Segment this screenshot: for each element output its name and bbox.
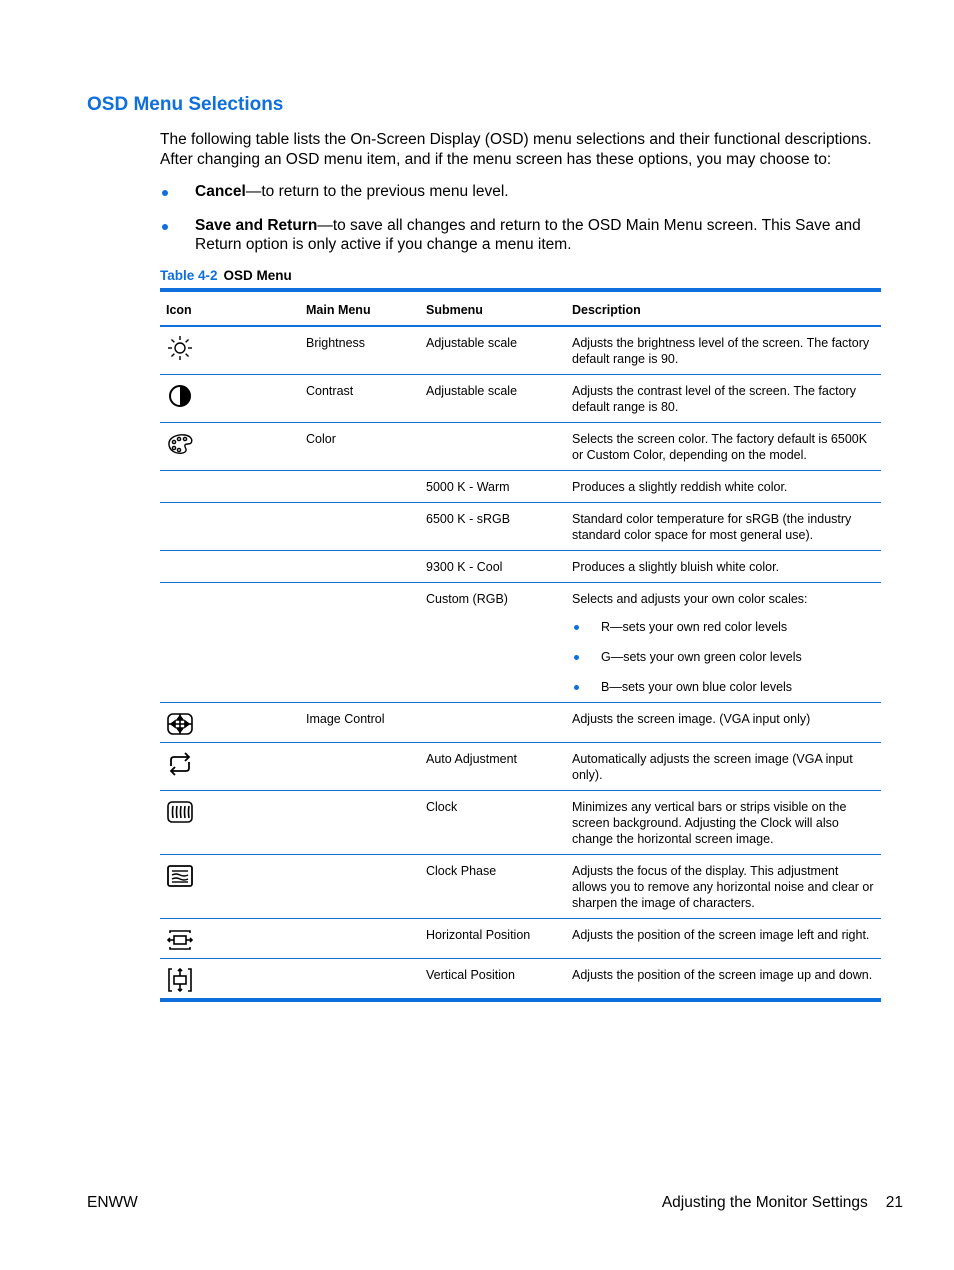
description-cell: Produces a slightly reddish white color. [566,471,881,503]
option-text: —to save all changes and return to the OSD Main Menu screen. This Save and Return option is only active if you change a menu item. [195,216,861,253]
brightness-icon [166,334,194,362]
description-cell: Minimizes any vertical bars or strips visible on the screen background. Adjusting the Clock will also change the horizontal screen image. [566,791,881,855]
description-text: Selects and adjusts your own color scales: [572,592,808,606]
description-cell: Adjusts the position of the screen image left and right. [566,919,881,959]
table-header-row [160,292,881,326]
list-item: G—sets your own green color levels [572,649,875,665]
submenu-cell: Custom (RGB) [420,583,566,703]
submenu-cell: Adjustable scale [420,375,566,423]
table-row [160,326,881,375]
table-row [160,583,881,703]
main-menu-cell: Color [300,423,420,471]
header-description: Description [566,292,881,326]
contrast-icon [166,382,194,410]
submenu-cell: Vertical Position [426,968,515,982]
main-menu-cell [300,791,420,855]
main-menu-cell: Image Control [300,703,420,743]
auto-adjustment-icon [166,750,194,778]
description-cell: Adjusts the screen image. (VGA input only) [566,703,881,743]
submenu-cell: Clock [420,791,566,855]
description-cell: Standard color temperature for sRGB (the industry standard color space for most general use). [566,503,881,551]
list-item: R—sets your own red color levels [572,619,875,635]
main-menu-cell [300,743,420,791]
main-menu-cell [300,959,420,999]
bullet-icon [162,190,168,196]
submenu-cell [420,423,566,471]
osd-menu-table [160,288,881,1002]
clock-icon [166,798,194,826]
table-title: OSD Menu [223,268,292,283]
description-cell: Selects the screen color. The factory default is 6500K or Custom Color, depending on the model. [566,423,881,471]
horizontal-position-icon [166,926,194,954]
table-number: Table 4-2 [160,268,218,283]
main-menu-cell [300,503,420,551]
submenu-cell [420,703,566,743]
option-term: Cancel [195,183,246,200]
list-item: B—sets your own blue color levels [572,679,875,695]
submenu-cell: Horizontal Position [420,919,566,959]
table-row [160,919,881,959]
table-row [160,375,881,423]
table-row [160,551,881,583]
table-row [160,743,881,791]
submenu-cell: 5000 K - Warm [420,471,566,503]
table-row [160,503,881,551]
image-control-icon [166,710,194,738]
main-menu-cell [300,551,420,583]
main-menu-cell: Brightness [300,326,420,375]
footer-doc-code: ENWW [87,1194,138,1211]
bullet-icon [574,655,579,660]
intro-paragraph: The following table lists the On-Screen Display (OSD) menu selections and their functional descriptions. After changing an OSD menu item, and if the menu screen has these options, you may choose to: [160,131,872,168]
submenu-cell: Auto Adjustment [420,743,566,791]
table-row [160,791,881,855]
description-cell: Produces a slightly bluish white color. [566,551,881,583]
description-cell: Adjusts the brightness level of the screen. The factory default range is 90. [566,326,881,375]
description-cell: Adjusts the contrast level of the screen. The factory default range is 80. [566,375,881,423]
description-cell: Adjusts the position of the screen image up and down. [572,968,873,982]
main-menu-cell [300,471,420,503]
color-palette-icon [166,430,194,458]
main-menu-cell [300,855,420,919]
table-row [160,423,881,471]
table-row [160,959,881,999]
list-item [160,216,884,255]
footer-section [662,1194,903,1212]
footer-section-title: Adjusting the Monitor Settings [661,1194,868,1211]
main-menu-cell [300,583,420,703]
vertical-position-icon [166,966,194,994]
main-menu-cell: Contrast [300,375,420,423]
submenu-cell: Adjustable scale [420,326,566,375]
clock-phase-icon [166,862,194,890]
list-item [160,182,884,202]
header-submenu: Submenu [420,292,566,326]
table-row [160,703,881,743]
description-cell: Adjusts the focus of the display. This adjustment allows you to remove any horizontal noise and clear or sharpen the image of characters. [566,855,881,919]
submenu-cell: 9300 K - Cool [420,551,566,583]
main-menu-cell [300,919,420,959]
bullet-icon [574,685,579,690]
header-icon: Icon [160,292,300,326]
option-text: —to return to the previous menu level. [245,183,509,200]
color-scale-list [572,619,875,695]
option-list [160,182,884,269]
table-caption [160,268,292,283]
submenu-cell: 6500 K - sRGB [420,503,566,551]
submenu-cell: Clock Phase [420,855,566,919]
header-main-menu: Main Menu [300,292,420,326]
bullet-icon [574,625,579,630]
description-cell [566,583,881,703]
table-row [160,471,881,503]
description-cell: Automatically adjusts the screen image (VGA input only). [566,743,881,791]
page-number: 21 [885,1194,903,1211]
bullet-icon [162,224,168,230]
page-title: OSD Menu Selections [87,94,284,115]
table-row [160,855,881,919]
option-term: Save and Return [195,216,318,234]
